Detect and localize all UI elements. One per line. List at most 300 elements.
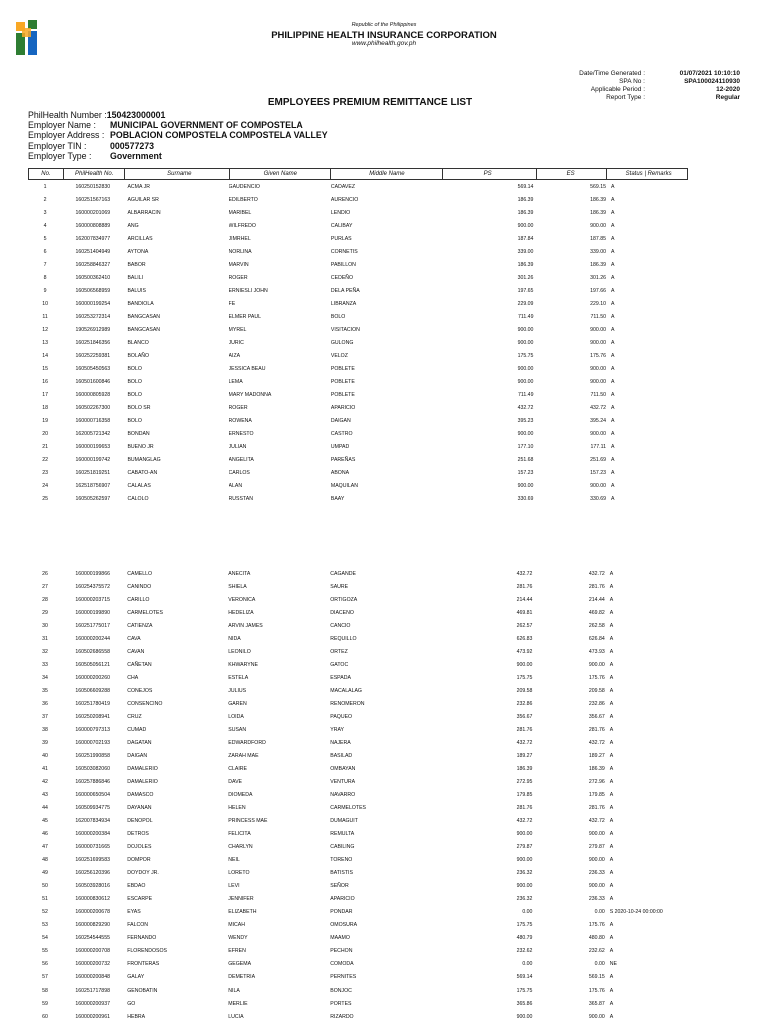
cell-no: 54 [42,935,48,942]
employer-address-label: Employer Address : [28,130,105,141]
cell-es: 330.69 [590,496,606,503]
cell-given-name: GAUDENCIO [228,183,260,190]
cell-surname: FERNANDO [127,935,157,942]
table-row [28,567,688,580]
cell-no: 42 [42,779,48,786]
cell-es: 711.50 [590,392,606,399]
cell-status: A [609,661,614,668]
cell-given-name: MARY MADONNA [228,392,272,399]
table-row [28,375,688,388]
cell-no: 24 [42,483,48,490]
cell-ps: 432.72 [516,570,533,577]
cell-surname: FLORENDOSOS [127,948,168,955]
cell-ps: 900.00 [516,857,533,864]
table-row [28,480,688,493]
employer-type-label: Employer Type : [28,150,92,161]
cell-status: A [609,948,614,955]
cell-status: A [610,483,615,490]
cell-no: 12 [42,326,48,333]
table-row [28,219,688,232]
cell-philhealth-no: 160000200678 [75,909,110,916]
cell-surname: BALUIS [127,287,146,294]
cell-ps: 480.79 [516,935,533,942]
cell-surname: CONSENCINO [127,700,163,707]
cell-status: A [609,583,614,590]
table-row [28,336,688,349]
cell-given-name: EDWARDFORD [228,739,266,746]
cell-philhealth-no: 160252259381 [75,352,111,359]
table-row [28,389,688,402]
cell-given-name: CLAIRE [228,765,248,772]
cell-surname: DAIGAN [127,752,148,759]
cell-es: 236.33 [588,896,605,903]
cell-philhealth-no: 160000716358 [75,418,111,425]
cell-es: 711.50 [590,313,606,320]
cell-ps: 900.00 [517,326,534,333]
cell-philhealth-no: 160000829290 [75,922,110,929]
cell-no: 33 [42,661,48,668]
cell-status: A [610,392,615,399]
cell-status: A [610,365,615,372]
cell-ps: 232.86 [516,700,533,707]
website-label: www.philhealth.gov.ph [351,40,417,47]
cell-surname: ESCARPE [127,896,153,903]
cell-middle-name: PONDAR [330,909,353,916]
cell-status: A [609,570,614,577]
table-row [28,441,688,454]
cell-surname: CARMELOTES [127,609,163,616]
table-row [28,310,688,323]
cell-middle-name: ORTIGOZA [330,596,358,603]
cell-es: 626.84 [588,635,605,642]
table-row [28,297,688,310]
cell-philhealth-no: 160505262597 [75,496,111,503]
table-row [28,323,688,336]
cell-es: 569.15 [588,974,605,981]
cell-no: 4 [43,222,47,229]
cell-status: A [609,596,614,603]
cell-ps: 900.00 [517,222,534,229]
cell-surname: DAMASCO [127,792,154,799]
cell-surname: DAGATAN [127,739,152,746]
cell-es: 900.00 [590,431,606,438]
employer-address-value: POBLACION COMPOSTELA COMPOSTELA VALLEY [110,130,328,141]
cell-philhealth-no: 160251846356 [75,339,111,346]
cell-philhealth-no: 160505450563 [75,365,111,372]
table-row [28,802,688,815]
table-row [28,349,688,362]
cell-ps: 236.32 [516,896,533,903]
cell-status: A [610,339,615,346]
cell-surname: CANINDO [127,583,152,590]
cell-ps: 214.44 [516,596,533,603]
cell-given-name: MERLIE [228,1000,248,1007]
cell-given-name: CHARLYN [228,844,253,851]
cell-status: A [609,779,614,786]
cell-es: 900.00 [590,339,606,346]
cell-given-name: JESSICA BEAU [228,365,266,372]
philhealth-number-value: 150423000001 [106,110,166,120]
table-row [28,997,688,1010]
cell-status: A [609,765,614,772]
cell-surname: BOLO [127,392,142,399]
cell-no: 18 [42,405,48,412]
cell-ps: 395.23 [517,418,534,425]
table-row [28,919,688,932]
cell-no: 31 [42,635,48,642]
cell-es: 473.93 [588,648,605,655]
cell-status: A [609,622,614,629]
cell-middle-name: LENDIO [330,209,351,216]
table-row [28,749,688,762]
cell-no: 25 [42,496,48,503]
cell-status: NE [609,961,617,968]
cell-no: 41 [42,765,48,772]
cell-surname: ARCILLAS [127,235,153,242]
cell-middle-name: AURENCIO [330,196,359,203]
cell-es: 395.24 [590,418,606,425]
cell-ps: 197.65 [517,287,534,294]
cell-surname: AYTONA [127,248,149,255]
cell-ps: 432.72 [516,739,533,746]
cell-middle-name: ESPADA [330,674,351,681]
cell-ps: 281.76 [516,726,533,733]
cell-given-name: LORETO [228,870,250,877]
cell-status: A [609,792,614,799]
cell-es: 432.72 [588,570,605,577]
cell-status: A [609,896,614,903]
cell-surname: CATIENZA [127,622,153,629]
cell-no: 53 [42,922,48,929]
employer-name-label: Employer Name : [28,120,96,131]
cell-es: 339.00 [590,248,606,255]
cell-philhealth-no: 160258846327 [75,261,111,268]
cell-status: A [610,457,615,464]
cell-surname: BANDIOLA [127,300,154,307]
table-row [28,193,688,206]
cell-surname: BUMANGLAG [127,457,161,464]
cell-philhealth-no: 160501600846 [75,378,111,385]
cell-no: 1 [43,183,47,190]
cell-given-name: EFREN [228,948,246,955]
cell-no: 22 [42,457,48,464]
table-row [28,415,688,428]
cell-surname: CHA [127,674,139,681]
cell-no: 5 [43,235,47,242]
employer-address-row [28,130,328,140]
cell-ps: 186.39 [517,209,534,216]
cell-middle-name: CARMELOTES [330,805,366,812]
cell-philhealth-no: 160000199742 [75,457,111,464]
cell-no: 56 [42,961,48,968]
table-row [28,880,688,893]
cell-ps: 301.26 [517,274,534,281]
cell-given-name: ELIZABETH [228,909,257,916]
cell-given-name: HELEN [228,805,246,812]
cell-es: 229.10 [590,300,606,307]
cell-philhealth-no: 160502267300 [75,405,111,412]
cell-ps: 626.83 [516,635,533,642]
employer-name-row [28,120,328,130]
cell-middle-name: DUMAGUIT [330,818,358,825]
table-row [28,632,688,645]
cell-ps: 179.85 [516,792,533,799]
cell-given-name: DAVE [228,779,243,786]
cell-philhealth-no: 160000200961 [75,1013,110,1020]
cell-given-name: CARLOS [228,470,250,477]
cell-no: 50 [42,883,48,890]
table-row [28,815,688,828]
cell-no: 28 [42,596,48,603]
cell-middle-name: REQUILLO [330,635,357,642]
cell-es: 232.86 [588,700,605,707]
cell-middle-name: RENOMERON [330,700,365,707]
cell-no: 30 [42,622,48,629]
column-header-ps: PS [443,169,536,180]
cell-surname: BABOR [127,261,146,268]
cell-given-name: RUSSTAN [228,496,253,503]
cell-no: 27 [42,583,48,590]
table-row [28,454,688,467]
cell-status: A [610,261,615,268]
cell-status: A [610,418,615,425]
cell-es: 356.67 [588,713,605,720]
cell-philhealth-no: 160250208941 [75,713,110,720]
cell-status: A [610,352,615,359]
cell-given-name: LEONILO [228,648,251,655]
cell-ps: 900.00 [517,365,534,372]
cell-middle-name: CEDEÑO [330,274,354,281]
cell-ps: 251.68 [517,457,534,464]
cell-surname: CAVAN [127,648,145,655]
cell-es: 186.39 [588,765,605,772]
cell-surname: CABATO-AN [127,470,158,477]
cell-ps: 281.76 [516,583,533,590]
cell-surname: AGUILAR SR [127,196,159,203]
cell-status: A [610,196,615,203]
cell-ps: 175.75 [516,922,533,929]
cell-philhealth-no: 160000830612 [75,896,110,903]
cell-given-name: MICAH [228,922,245,929]
cell-philhealth-no: 160000731665 [75,844,110,851]
cell-philhealth-no: 160254375572 [75,583,110,590]
cell-philhealth-no: 160506609288 [75,687,110,694]
cell-middle-name: OMOSURA [330,922,358,929]
cell-no: 14 [42,352,48,359]
cell-status: A [610,274,615,281]
cell-ps: 569.14 [517,183,534,190]
cell-ps: 900.00 [516,831,533,838]
cell-no: 15 [42,365,48,372]
cell-philhealth-no: 160000200244 [75,635,110,642]
cell-es: 251.69 [590,457,606,464]
cell-no: 43 [42,792,48,799]
cell-status: A [610,496,615,503]
table-row [28,841,688,854]
cell-given-name: ARVIN JAMES [228,622,263,629]
cell-given-name: ESTELA [228,674,249,681]
table-row [28,206,688,219]
table-row [28,658,688,671]
cell-philhealth-no: 160257886846 [75,779,110,786]
cell-status: A [610,470,615,477]
cell-philhealth-no: 160000702193 [75,739,110,746]
cell-philhealth-no: 160251990858 [75,752,110,759]
applicable-period-value: 12-2020 [716,86,740,93]
cell-middle-name: CALIBAY [330,222,353,229]
cell-middle-name: APARICIO [330,896,355,903]
cell-given-name: ZARAH MAE [228,752,259,759]
cell-philhealth-no: 162518756907 [75,483,111,490]
cell-surname: DAMALERIO [127,779,158,786]
cell-middle-name: PAREÑAS [330,457,356,464]
cell-ps: 177.10 [517,444,534,451]
cell-surname: FRONTERAS [127,961,160,968]
cell-surname: CAMELLO [127,570,153,577]
cell-no: 19 [42,418,48,425]
cell-philhealth-no: 160502686558 [75,648,110,655]
cell-status: A [609,1013,614,1020]
cell-middle-name: LIBRANZA [330,300,357,307]
cell-ps: 900.00 [517,431,534,438]
cell-middle-name: BATISTIS [330,870,353,877]
cell-no: 45 [42,818,48,825]
cell-philhealth-no: 160251717898 [75,987,110,994]
cell-status: A [610,326,615,333]
cell-philhealth-no: 162005721342 [75,431,111,438]
cell-es: 214.44 [588,596,605,603]
table-row [28,258,688,271]
table-row [28,684,688,697]
table-row [28,593,688,606]
report-type-value: Regular [715,94,740,101]
table-row [28,697,688,710]
cell-no: 40 [42,752,48,759]
cell-ps: 175.75 [517,352,534,359]
cell-ps: 900.00 [517,378,534,385]
cell-philhealth-no: 162007834934 [75,818,110,825]
cell-status: A [609,922,614,929]
cell-es: 900.00 [588,857,605,864]
cell-status: A [609,844,614,851]
table-row [28,867,688,880]
cell-es: 900.00 [590,326,606,333]
cell-ps: 711.49 [517,392,534,399]
table-row [28,467,688,480]
cell-given-name: LUCIA [228,1013,244,1020]
cell-surname: ANG [127,222,139,229]
cell-philhealth-no: 160503928016 [75,883,110,890]
cell-surname: EBDAO [127,883,146,890]
cell-philhealth-no: 160253272314 [75,313,111,320]
cell-ps: 279.87 [516,844,533,851]
cell-middle-name: PERNITES [330,974,357,981]
cell-status: A [610,287,615,294]
cell-es: 279.87 [588,844,605,851]
cell-no: 32 [42,648,48,655]
cell-surname: DOMPOR [127,857,151,864]
cell-es: 900.00 [588,1013,605,1020]
cell-middle-name: NAVARRO [330,792,356,799]
cell-no: 13 [42,339,48,346]
cell-middle-name: PORTES [330,1000,352,1007]
cell-no: 11 [42,313,48,320]
cell-status: A [609,870,614,877]
cell-no: 38 [42,726,48,733]
cell-ps: 900.00 [517,339,534,346]
cell-status: A [609,648,614,655]
cell-philhealth-no: 160503082060 [75,765,110,772]
cell-no: 8 [43,274,47,281]
cell-es: 301.26 [590,274,606,281]
cell-es: 175.76 [588,987,605,994]
cell-no: 39 [42,739,48,746]
cell-surname: ALBARRACIN [127,209,161,216]
cell-middle-name: POBLETE [330,365,355,372]
employer-type-value: Government [110,150,162,161]
cell-ps: 0.00 [522,961,533,968]
cell-ps: 569.14 [516,974,533,981]
cell-middle-name: CASTRO [330,431,353,438]
cell-ps: 262.57 [516,622,533,629]
cell-ps: 900.00 [516,1013,533,1020]
cell-philhealth-no: 160000650504 [75,792,110,799]
cell-philhealth-no: 160000201069 [75,209,111,216]
cell-surname: BOLAÑO [127,352,150,359]
cell-middle-name: GULONG [330,339,354,346]
cell-given-name: JENNIFER [228,896,254,903]
cell-no: 16 [42,378,48,385]
cell-philhealth-no: 160505056121 [75,661,110,668]
cell-ps: 229.09 [517,300,534,307]
cell-status: A [609,818,614,825]
cell-es: 189.27 [588,752,605,759]
cell-status: A [610,378,615,385]
cell-given-name: HEDELIZA [228,609,254,616]
cell-middle-name: POBLETE [330,378,355,385]
cell-middle-name: CORNETIS [330,248,358,255]
employer-info [28,110,328,161]
cell-given-name: FE [228,300,236,307]
cell-ps: 432.72 [517,405,534,412]
remittance-table-page-2 [28,567,688,1023]
cell-es: 209.58 [588,687,605,694]
cell-ps: 365.86 [516,1000,533,1007]
cell-given-name: MARIBEL [228,209,252,216]
cell-ps: 469.81 [516,609,533,616]
employer-tin-row [28,141,328,151]
cell-es: 186.39 [590,196,606,203]
cell-middle-name: PECHON [330,948,353,955]
cell-middle-name: ABONA [330,470,350,477]
table-header-row [29,169,688,180]
cell-no: 37 [42,713,48,720]
cell-given-name: FELICITA [228,831,251,838]
cell-status: A [609,609,614,616]
table-row [28,606,688,619]
cell-status: A [609,687,614,694]
date-generated-label: Date/Time Generated : [579,70,645,77]
column-header-philhealth-no: PhilHealth No. [63,169,125,180]
employer-name-value: MUNICIPAL GOVERNMENT OF COMPOSTELA [110,120,303,131]
cell-surname: ACMA JR [127,183,150,190]
cell-status: A [609,1000,614,1007]
cell-es: 197.66 [590,287,606,294]
cell-given-name: NEIL [228,857,240,864]
column-header-no: No. [29,169,64,180]
spa-no-label: SPA No : [619,78,645,85]
table-row [28,362,688,375]
